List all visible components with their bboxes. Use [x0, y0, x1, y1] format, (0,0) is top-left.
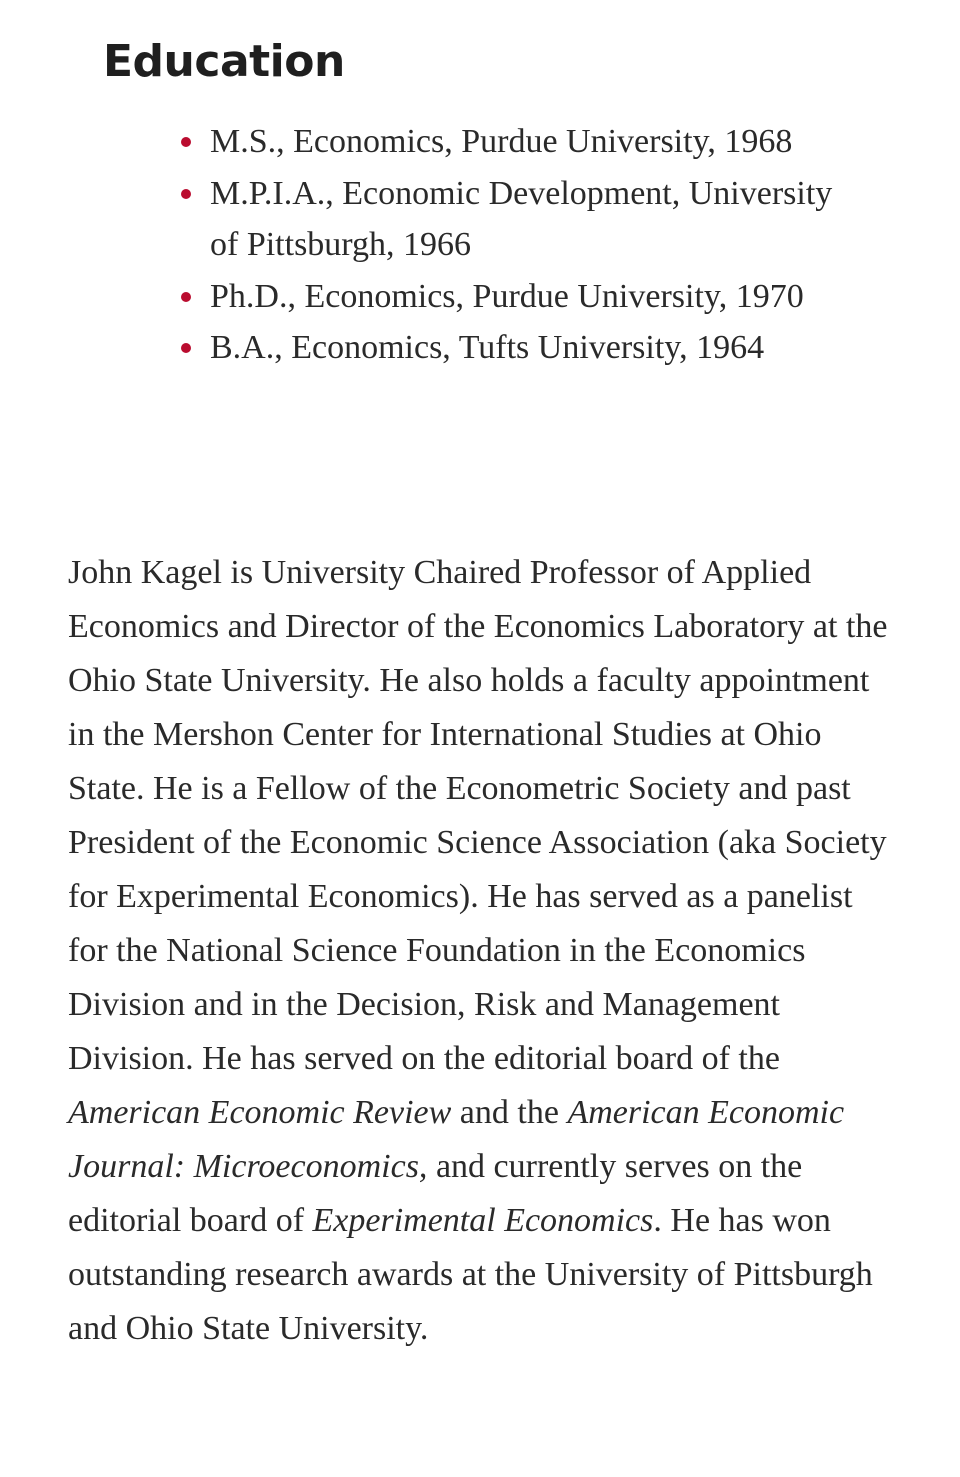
journal-title: American Economic Review [68, 1094, 452, 1131]
bullet-icon [181, 292, 191, 302]
degree-text: M.S., Economics, Purdue University, 1968 [210, 123, 793, 160]
bio-paragraph [68, 546, 898, 1356]
degree-item [210, 271, 850, 323]
bullet-icon [181, 137, 191, 147]
journal-title: American Economic Journal: Microeconomics, [68, 1094, 845, 1185]
bio-text: and the [451, 1094, 568, 1131]
bio-text: . He has won outstanding research awards at the University of Pittsburgh and Ohio State University. [68, 1202, 873, 1347]
bio-text: John Kagel is University Chaired Professor of Applied Economics and Director of the Economics Laboratory at the Ohio State University. He also holds a faculty appointment in the Mershon Center for International Studies at Ohio State. He is a Fellow of the Econometric Society and past President of the Economic Science Association (aka Society for Experimental Economics). He has served as a panelist for the National Science Foundation in the Economics Division and in the Decision, Risk and Management Division. He has served on the editorial board of the [68, 554, 888, 1077]
bullet-icon [181, 189, 191, 199]
degree-item [210, 168, 850, 271]
education-heading: Education [103, 36, 345, 87]
degree-item [210, 116, 850, 168]
journal-title: Experimental Economics [312, 1202, 654, 1239]
bullet-icon [181, 343, 191, 353]
bio-text: and currently serves on the editorial board of [68, 1148, 803, 1239]
degree-text: B.A., Economics, Tufts University, 1964 [210, 329, 765, 366]
degree-list [210, 116, 850, 374]
degree-item [210, 322, 850, 374]
degree-text: Ph.D., Economics, Purdue University, 1970 [210, 277, 804, 315]
degree-text: M.P.I.A., Economic Development, University of Pittsburgh, 1966 [210, 174, 833, 263]
